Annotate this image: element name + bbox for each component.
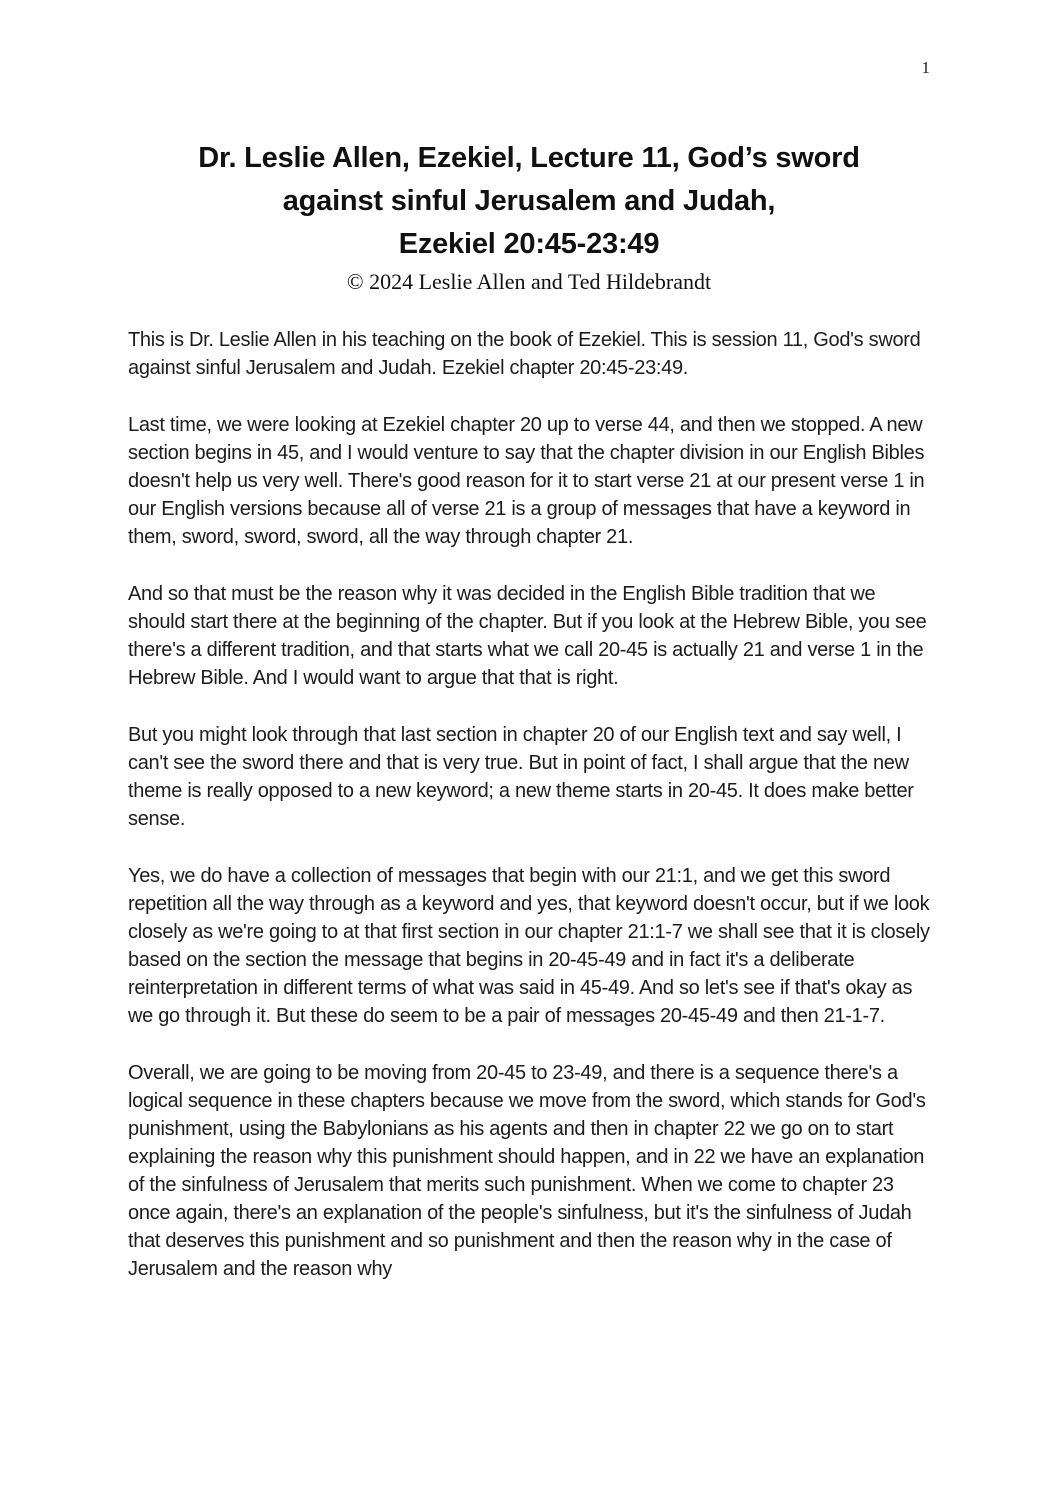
copyright-line: © 2024 Leslie Allen and Ted Hildebrandt: [346, 269, 712, 294]
title-line-2: against sinful Jerusalem and Judah,: [282, 185, 776, 217]
paragraph-2: Last time, we were looking at Ezekiel chapter 20 up to verse 44, and then we stopped. A new section begins in 45, and I would venture to say that the chapter division in our English Bibles doesn't help us very well. There's good reason for it to start verse 21 at our present verse 1 in our English versions because all of verse 21 is a group of messages that have a keyword in them, sword, sword, sword, all the way through chapter 21.: [128, 414, 925, 548]
paragraph-1: This is Dr. Leslie Allen in his teaching on the book of Ezekiel. This is session 11, God's sword against sinful Jerusalem and Judah. Ezekiel chapter 20:45-23:49.: [128, 329, 921, 379]
paragraph-3: And so that must be the reason why it was decided in the English Bible tradition that we should start there at the beginning of the chapter. But if you look at the Hebrew Bible, you see there's a different tradition, and that starts what we call 20-45 is actually 21 and verse 1 in the Hebrew Bible. And I would want to argue that that is right.: [128, 583, 927, 689]
page-number: 1: [921, 58, 930, 77]
paragraph-4: But you might look through that last section in chapter 20 of our English text and say well, I can't see the sword there and that is very true. But in point of fact, I shall argue that the new theme is really opposed to a new keyword; a new theme starts in 20-45. It does make better sense.: [128, 724, 914, 830]
document-title: [128, 137, 930, 266]
paragraph-6: Overall, we are going to be moving from 20-45 to 23-49, and there is a sequence there's a logical sequence in these chapters because we move from the sword, which stands for God's punishment, using the Babylonians as his agents and then in chapter 22 we go on to start explaining the reason why this punishment should happen, and in 22 we have an explanation of the sinfulness of Jerusalem that merits such punishment. When we come to chapter 23 once again, there's an explanation of the people's sinfulness, but it's the sinfulness of Judah that deserves this punishment and so punishment and then the reason why in the case of Jerusalem and the reason why: [128, 1062, 926, 1280]
title-line-1: Dr. Leslie Allen, Ezekiel, Lecture 11, God’s sword: [198, 142, 860, 174]
title-line-3: Ezekiel 20:45-23:49: [398, 228, 660, 260]
document-body: [128, 326, 930, 1283]
paragraph-5: Yes, we do have a collection of messages that begin with our 21:1, and we get this sword repetition all the way through as a keyword and yes, that keyword doesn't occur, but if we look closely as we're going to at that first section in our chapter 21:1-7 we shall see that it is closely based on the section the message that begins in 20-45-49 and in fact it's a deliberate reinterpretation in different terms of what was said in 45-49. And so let's see if that's okay as we go through it. But these do seem to be a pair of messages 20-45-49 and then 21-1-7.: [128, 865, 930, 1027]
